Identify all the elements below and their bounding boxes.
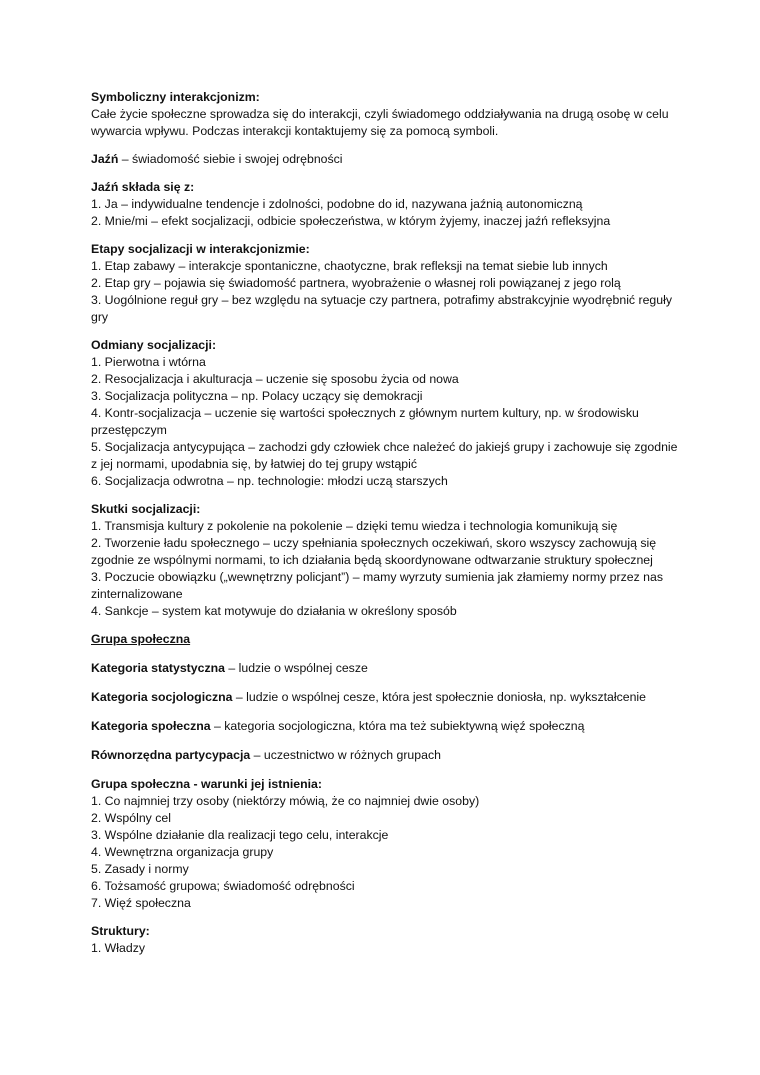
list-item: 1. Pierwotna i wtórna [91,355,206,369]
definition-text: – świadomość siebie i swojej odrębności [118,152,343,166]
list-item: 3. Socjalizacja polityczna – np. Polacy uczący się demokracji [91,389,423,403]
list-item: 3. Uogólnione reguł gry – bez względu na sytuacje czy partnera, potrafimy abstrakcyjnie wyodrębnić reguły gry [91,293,672,324]
list-item: 7. Więź społeczna [91,896,191,910]
list-item: 2. Wspólny cel [91,811,171,825]
list-item: 1. Co najmniej trzy osoby (niektórzy mówią, że co najmniej dwie osoby) [91,794,480,808]
list-item: 2. Tworzenie ładu społecznego – uczy spełniania społecznych oczekiwań, skoro wszyscy zachowują się zgodnie ze wspólnymi normami, to ich działania będą skoordynowane odtwarzanie struktury społecznej [91,536,657,567]
list-item: 1. Transmisja kultury z pokolenie na pokolenie – dzięki temu wiedza i technologia komunikują się [91,519,618,533]
section-heading: Jaźń składa się z: [91,180,195,194]
paragraph: Całe życie społeczne sprowadza się do interakcji, czyli świadomego oddziaływania na drugą osobę w celu wywarcia wpływu. Podczas interakcji kontaktujemy się za pomocą symboli. [91,107,669,138]
document-content [91,89,681,968]
definition-text: – ludzie o wspólnej cesze [224,661,368,675]
section-heading: Odmiany socjalizacji: [91,338,217,352]
list-item: 1. Etap zabawy – interakcje spontaniczne, chaotyczne, brak refleksji na temat siebie lub innych [91,259,608,273]
list-item: 1. Władzy [91,941,145,955]
definition-equal-participation [91,747,681,764]
definition-statistical-category [91,660,681,677]
section-heading: Grupa społeczna - warunki jej istnienia: [91,777,322,791]
definition-term: Kategoria społeczna [91,719,211,733]
definition-term: Kategoria socjologiczna [91,690,233,704]
section-symbolic-interactionism [91,89,681,140]
section-heading: Skutki socjalizacji: [91,502,201,516]
list-item: 6. Tożsamość grupowa; świadomość odrębności [91,879,355,893]
section-structures [91,923,681,957]
list-item: 6. Socjalizacja odwrotna – np. technologie: młodzi uczą starszych [91,474,448,488]
definition-term: Kategoria statystyczna [91,661,225,675]
section-heading: Symboliczny interakcjonizm: [91,90,260,104]
section-group-conditions [91,776,681,912]
list-item: 5. Zasady i normy [91,862,189,876]
definition-social-category [91,718,681,735]
definition-text: – kategoria socjologiczna, która ma też subiektywną więź społeczną [210,719,585,733]
list-item: 2. Resocjalizacja i akulturacja – uczenie się sposobu życia od nowa [91,372,459,386]
section-socialization-effects [91,501,681,620]
definition-text: – uczestnictwo w różnych grupach [250,748,441,762]
list-item: 5. Socjalizacja antycypująca – zachodzi gdy człowiek chce należeć do jakiejś grupy i zachowuje się zgodnie z jej normami, upodabnia się, by łatwiej do tej grupy wstąpić [91,440,678,471]
section-social-group-title [91,631,681,648]
definition-jazn [91,151,681,168]
list-item: 4. Wewnętrzna organizacja grupy [91,845,274,859]
list-item: 2. Mnie/mi – efekt socjalizacji, odbicie społeczeństwa, w którym żyjemy, inaczej jaźń refleksyjna [91,214,611,228]
section-heading: Struktury: [91,924,150,938]
definition-term: Jaźń [91,152,119,166]
underlined-heading: Grupa społeczna [91,632,191,646]
section-heading: Etapy socjalizacji w interakcjonizmie: [91,242,310,256]
section-jazn-composition [91,179,681,230]
list-item: 4. Kontr-socjalizacja – uczenie się wartości społecznych z głównym nurtem kultury, np. w środowisku przestępczym [91,406,639,437]
list-item: 3. Poczucie obowiązku („wewnętrzny policjant”) – mamy wyrzuty sumienia jak złamiemy normy przez nas zinternalizowane [91,570,663,601]
definition-text: – ludzie o wspólnej cesze, która jest społecznie doniosła, np. wykształcenie [232,690,646,704]
definition-sociological-category [91,689,681,706]
section-socialization-stages [91,241,681,326]
definition-term: Równorzędna partycypacja [91,748,251,762]
list-item: 4. Sankcje – system kat motywuje do działania w określony sposób [91,604,457,618]
list-item: 2. Etap gry – pojawia się świadomość partnera, wyobrażenie o własnej roli powiązanej z jego rolą [91,276,621,290]
section-socialization-types [91,337,681,490]
list-item: 1. Ja – indywidualne tendencje i zdolności, podobne do id, nazywana jaźnią autonomiczną [91,197,583,211]
list-item: 3. Wspólne działanie dla realizacji tego celu, interakcje [91,828,389,842]
